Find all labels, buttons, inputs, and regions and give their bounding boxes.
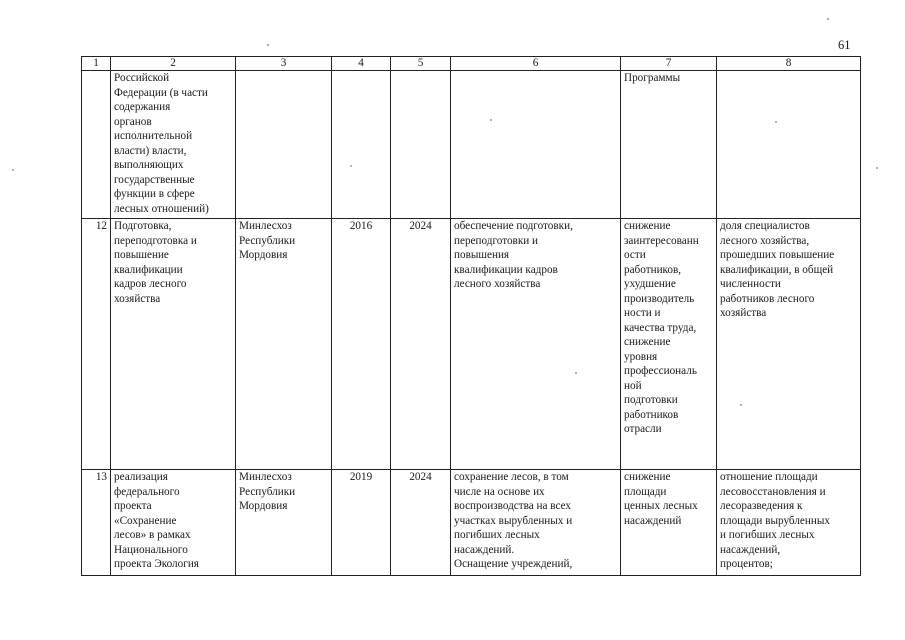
header-cell: 7 xyxy=(621,57,717,71)
cell-line: доля специалистов xyxy=(720,220,810,232)
cell-line: и погибших лесных xyxy=(720,529,815,541)
cell-line: квалификации, в общей xyxy=(720,263,834,276)
scan-speck xyxy=(827,18,829,20)
cell-line: кадров лесного xyxy=(114,278,187,290)
cell-line: хозяйства xyxy=(720,307,767,319)
cell-line: заинтересованн xyxy=(624,234,699,247)
cell-line: насаждений. xyxy=(454,543,515,556)
table-row xyxy=(82,219,861,470)
indicator-cell xyxy=(717,71,861,219)
cell-line: Минлесхоз xyxy=(239,220,292,232)
cell-line: выполняющих xyxy=(114,159,184,171)
cell-line: профессиональ xyxy=(624,365,697,377)
cell-line: «Сохранение xyxy=(114,514,177,527)
cell-line: функции в сфере xyxy=(114,188,195,200)
start-year-cell xyxy=(332,71,391,219)
cell-line: проекта Экология xyxy=(114,558,199,570)
cell-line: насаждений xyxy=(624,514,682,527)
cell-line: хозяйства xyxy=(114,292,161,305)
cell-line: лесовосстановления и xyxy=(720,485,826,498)
cell-line: воспроизводства на всех xyxy=(454,500,572,512)
page-number: 61 xyxy=(838,38,851,52)
cell-line: власти) власти, xyxy=(114,144,187,157)
measures-table xyxy=(81,56,861,576)
cell-line: площади вырубленных xyxy=(720,514,830,527)
cell-line: Республики xyxy=(239,234,296,247)
cell-line: лесных отношений) xyxy=(114,202,209,215)
cell-line: государственные xyxy=(114,173,195,186)
cell-line: ности и xyxy=(624,307,661,319)
cell-line: производитель xyxy=(624,292,695,305)
cell-line: процентов; xyxy=(720,558,773,570)
cell-line: лесов» в рамках xyxy=(114,529,191,541)
cell-line: ухудшение xyxy=(624,278,676,290)
cell-line: лесного хозяйства, xyxy=(720,234,810,247)
cell-line: Национального xyxy=(114,543,188,556)
cell-line: Российской xyxy=(114,72,170,84)
cell-line: работников лесного xyxy=(720,292,815,305)
scan-speck xyxy=(267,44,269,46)
cell-line: ценных лесных xyxy=(624,500,698,512)
end-year-cell: 2024 xyxy=(391,470,451,576)
cell-line: Мордовия xyxy=(239,500,288,512)
cell-line: отрасли xyxy=(624,423,662,435)
cell-line: насаждений, xyxy=(720,543,781,556)
cell-line: Федерации (в части xyxy=(114,86,208,99)
scan-speck xyxy=(740,404,742,406)
cell-line: прошедших повышение xyxy=(720,249,835,261)
header-row xyxy=(82,57,861,71)
expected-result-cell xyxy=(451,219,621,470)
cell-line: числе на основе их xyxy=(454,485,545,498)
cell-line: Республики xyxy=(239,485,296,498)
cell-line: снижение xyxy=(624,220,671,232)
table-row xyxy=(82,71,861,219)
cell-line: повышения xyxy=(454,249,510,261)
end-year-cell xyxy=(391,71,451,219)
cell-line: отношение площади xyxy=(720,471,818,483)
header-cell: 3 xyxy=(236,57,332,71)
cell-line: обеспечение подготовки, xyxy=(454,220,573,232)
start-year-cell: 2019 xyxy=(332,470,391,576)
cell-line: проекта xyxy=(114,500,152,512)
expected-result-cell xyxy=(451,71,621,219)
cell-line: квалификации кадров xyxy=(454,263,558,276)
expected-result-cell xyxy=(451,470,621,576)
row-number-cell: 13 xyxy=(82,470,111,576)
executor-cell xyxy=(236,219,332,470)
cell-line: переподготовка и xyxy=(114,234,197,247)
table-row xyxy=(82,470,861,576)
measure-name-cell xyxy=(111,71,236,219)
cell-line: Программы xyxy=(624,72,681,84)
cell-line: лесоразведения к xyxy=(720,500,803,512)
cell-line: органов xyxy=(114,115,152,128)
executor-cell xyxy=(236,71,332,219)
cell-line: сохранение лесов, в том xyxy=(454,471,569,483)
cell-line: уровня xyxy=(624,350,658,363)
row-number-cell xyxy=(82,71,111,219)
header-cell: 2 xyxy=(111,57,236,71)
executor-cell xyxy=(236,470,332,576)
cell-line: Мордовия xyxy=(239,249,288,261)
cell-line: качества труда, xyxy=(624,321,697,334)
cell-line: численности xyxy=(720,278,781,290)
indicator-cell xyxy=(717,470,861,576)
cell-line: снижение xyxy=(624,471,671,483)
header-cell: 6 xyxy=(451,57,621,71)
scan-speck xyxy=(490,119,492,121)
measure-name-cell xyxy=(111,470,236,576)
cell-line: исполнительной xyxy=(114,130,193,142)
start-year-cell: 2016 xyxy=(332,219,391,470)
header-cell: 1 xyxy=(82,57,111,71)
cell-line: Минлесхоз xyxy=(239,471,292,483)
cell-line: федерального xyxy=(114,485,180,498)
cell-line: переподготовки и xyxy=(454,234,539,247)
header-cell: 4 xyxy=(332,57,391,71)
header-cell: 5 xyxy=(391,57,451,71)
measure-name-cell xyxy=(111,219,236,470)
cell-line: работников xyxy=(624,408,679,421)
cell-line: работников, xyxy=(624,263,682,276)
cell-line: участках вырубленных и xyxy=(454,514,573,527)
cell-line: снижение xyxy=(624,336,671,348)
consequence-cell xyxy=(621,219,717,470)
scan-speck xyxy=(575,372,577,374)
cell-line: содержания xyxy=(114,101,171,113)
cell-line: ости xyxy=(624,249,646,261)
row-number-cell: 12 xyxy=(82,219,111,470)
cell-line: квалификации xyxy=(114,263,183,276)
end-year-cell: 2024 xyxy=(391,219,451,470)
cell-line: Оснащение учреждений, xyxy=(454,558,573,570)
cell-line: Подготовка, xyxy=(114,220,172,232)
scan-speck xyxy=(350,165,352,167)
cell-line: подготовки xyxy=(624,394,678,406)
scan-speck xyxy=(12,169,14,171)
header-cell: 8 xyxy=(717,57,861,71)
indicator-cell xyxy=(717,219,861,470)
consequence-cell xyxy=(621,71,717,219)
scan-speck xyxy=(876,167,878,169)
cell-line: площади xyxy=(624,485,667,498)
cell-line: лесного хозяйства xyxy=(454,278,541,290)
cell-line: реализация xyxy=(114,471,168,483)
cell-line: ной xyxy=(624,379,642,392)
consequence-cell xyxy=(621,470,717,576)
cell-line: повышение xyxy=(114,249,169,261)
scan-speck xyxy=(775,121,777,123)
cell-line: погибших лесных xyxy=(454,529,540,541)
